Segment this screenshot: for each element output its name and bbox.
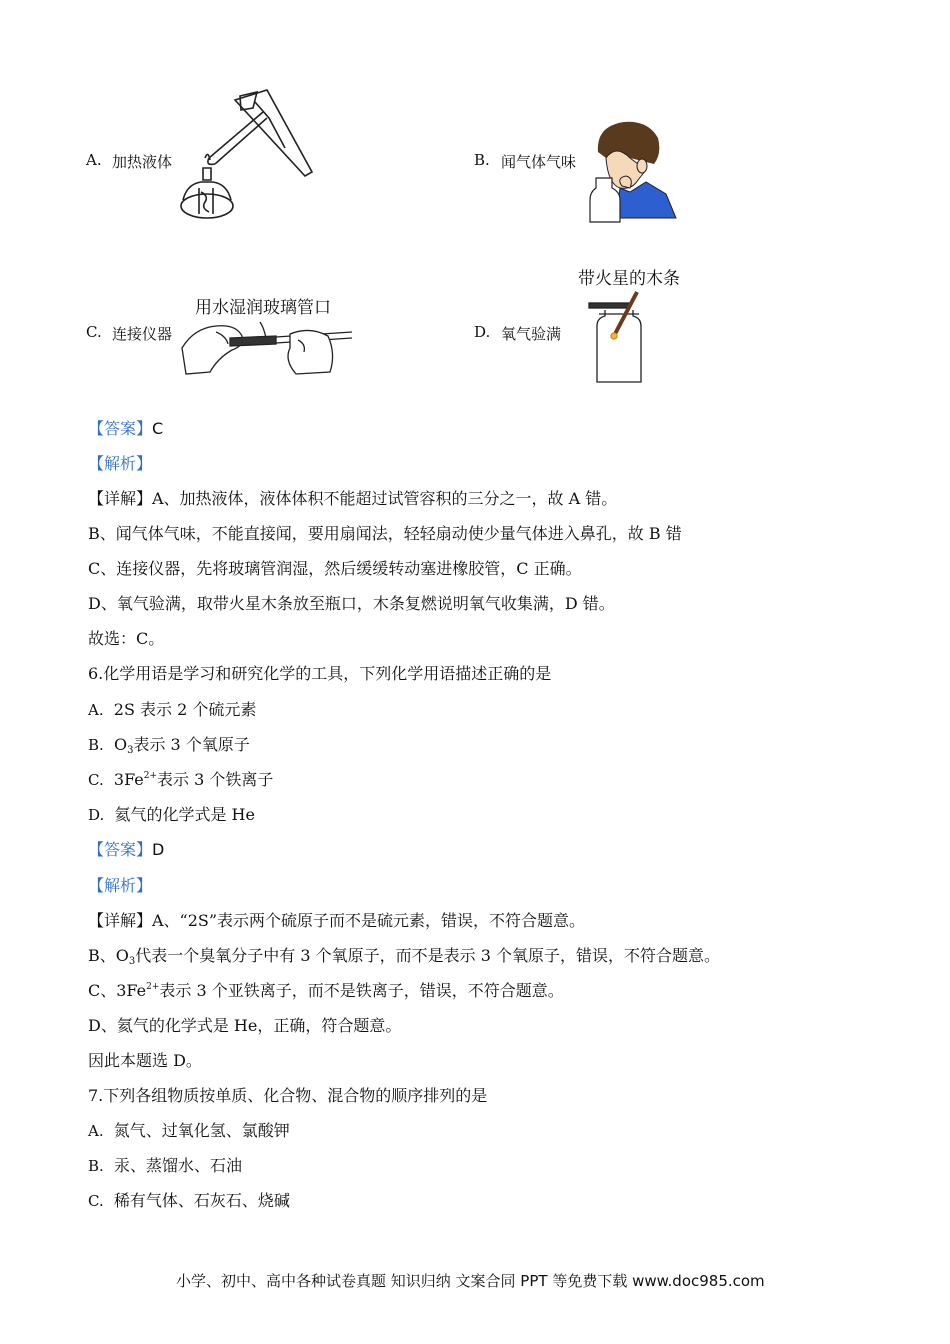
analysis-line: D、氦气的化学式是 He，正确，符合题意。 bbox=[88, 1016, 402, 1035]
option-letter: B. bbox=[474, 151, 490, 169]
option-c bbox=[88, 1191, 290, 1211]
analysis-line bbox=[88, 946, 720, 966]
option-text: 氧气验满 bbox=[501, 325, 562, 343]
connecting-apparatus-figure bbox=[180, 318, 360, 376]
analysis-line: C、连接仪器，先将玻璃管润湿，然后缓缓转动塞进橡胶管，C 正确。 bbox=[88, 559, 582, 578]
option-text: 3Fe bbox=[113, 770, 144, 789]
option-b bbox=[88, 1156, 242, 1176]
option-letter: D. bbox=[88, 806, 105, 824]
option-text: 表示 3 个氧原子 bbox=[133, 735, 250, 754]
analysis-line: 【详解】A、“2S”表示两个硫原子而不是硫元素，错误，不符合题意。 bbox=[88, 911, 586, 930]
option-letter: C. bbox=[88, 1192, 104, 1210]
option-letter: C. bbox=[88, 771, 104, 789]
smelling-gas-figure bbox=[586, 118, 681, 226]
analysis-text: C、3Fe bbox=[88, 981, 147, 1000]
option-letter: B. bbox=[88, 1157, 104, 1175]
analysis-tag: 【解析】 bbox=[88, 454, 153, 473]
option-c bbox=[88, 770, 273, 790]
figure-caption: 带火星的木条 bbox=[578, 269, 680, 289]
heating-liquid-figure bbox=[175, 88, 315, 223]
q5-answer bbox=[88, 419, 163, 439]
analysis-line: 【详解】A、加热液体，液体体积不能超过试管容积的三分之一，故 A 错。 bbox=[88, 489, 618, 508]
analysis-tag: 【解析】 bbox=[88, 876, 153, 895]
option-text: 稀有气体、石灰石、烧碱 bbox=[113, 1191, 290, 1210]
oxygen-test-figure bbox=[585, 288, 655, 388]
subscript: 3 bbox=[127, 745, 134, 756]
page-footer: 小学、初中、高中各种试卷真题 知识归纳 文案合同 PPT 等免费下载 www.doc985.com bbox=[176, 1272, 765, 1290]
analysis-line: B、闻气体气味，不能直接闻，要用扇闻法，轻轻扇动使少量气体进入鼻孔，故 B 错 bbox=[88, 524, 682, 543]
superscript: 2+ bbox=[143, 771, 158, 781]
option-text: 表示 3 个铁离子 bbox=[157, 770, 274, 789]
option-b bbox=[88, 735, 250, 755]
option-text: 加热液体 bbox=[112, 153, 173, 171]
analysis-line bbox=[88, 981, 564, 1001]
subscript: 3 bbox=[128, 956, 136, 967]
option-letter: A. bbox=[88, 701, 104, 719]
option-text: O bbox=[113, 735, 128, 754]
answer-tag: 【答案】 bbox=[88, 840, 153, 859]
analysis-text: 表示 3 个亚铁离子，而不是铁离子，错误，不符合题意。 bbox=[159, 981, 564, 1000]
option-text: 氮气、过氧化氢、氯酸钾 bbox=[113, 1121, 290, 1140]
option-d bbox=[88, 805, 255, 825]
analysis-line: 故选：C。 bbox=[88, 629, 165, 648]
figure-caption: 用水湿润玻璃管口 bbox=[195, 298, 331, 318]
option-text: 2S 表示 2 个硫元素 bbox=[113, 700, 257, 719]
option-letter: A. bbox=[86, 151, 102, 169]
option-a bbox=[88, 1121, 290, 1141]
answer-value: C bbox=[152, 419, 164, 438]
option-letter: D. bbox=[474, 323, 491, 341]
q6-answer bbox=[88, 840, 164, 860]
analysis-text: B、O bbox=[88, 946, 129, 965]
option-text: 氦气的化学式是 He bbox=[114, 805, 255, 824]
option-letter: B. bbox=[88, 736, 104, 754]
option-text: 连接仪器 bbox=[112, 325, 173, 343]
question-stem: 6.化学用语是学习和研究化学的工具，下列化学用语描述正确的是 bbox=[88, 664, 552, 683]
option-letter: C. bbox=[86, 323, 102, 341]
superscript: 2+ bbox=[146, 982, 160, 992]
analysis-line: D、氧气验满，取带火星木条放至瓶口，木条复燃说明氧气收集满，D 错。 bbox=[88, 594, 615, 613]
option-a bbox=[88, 700, 256, 720]
question-stem: 7.下列各组物质按单质、化合物、混合物的顺序排列的是 bbox=[88, 1086, 488, 1105]
option-letter: A. bbox=[88, 1122, 104, 1140]
answer-tag: 【答案】 bbox=[88, 419, 153, 438]
option-text: 闻气体气味 bbox=[501, 153, 577, 171]
answer-value: D bbox=[152, 840, 165, 859]
analysis-line: 因此本题选 D。 bbox=[88, 1051, 202, 1070]
analysis-text: 代表一个臭氧分子中有 3 个氧原子，而不是表示 3 个氧原子，错误，不符合题意。 bbox=[135, 946, 720, 965]
option-text: 汞、蒸馏水、石油 bbox=[113, 1156, 242, 1175]
